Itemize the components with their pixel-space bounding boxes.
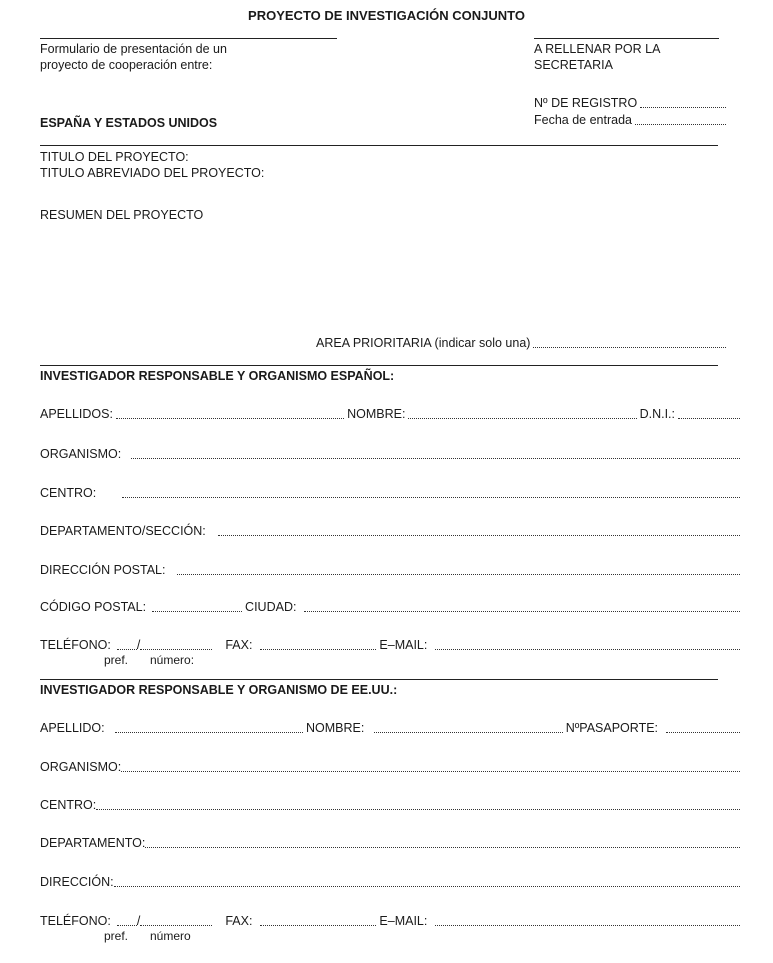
ciudad-blank[interactable] [304, 601, 740, 612]
telefono-row [40, 638, 743, 652]
us-departamento-row [40, 836, 743, 850]
us-telefono-pref-blank[interactable] [117, 915, 137, 926]
us-organismo-label: ORGANISMO: [40, 760, 122, 774]
fax-blank[interactable] [260, 639, 376, 650]
ciudad-label: CIUDAD: [245, 600, 297, 614]
organismo-blank[interactable] [131, 448, 740, 459]
registro-blank[interactable] [640, 97, 726, 108]
numero-caption: número: [150, 653, 195, 667]
us-centro-blank[interactable] [96, 799, 740, 810]
intro-line-2: proyecto de cooperación entre: [40, 58, 213, 72]
organismo-label: ORGANISMO: [40, 447, 122, 461]
direccion-label: DIRECCIÓN POSTAL: [40, 563, 166, 577]
fecha-label: Fecha de entrada [534, 113, 632, 127]
us-telefono-numero-blank[interactable] [140, 915, 212, 926]
us-section-heading: INVESTIGADOR RESPONSABLE Y ORGANISMO DE EE.UU.: [40, 683, 398, 697]
departamento-row [40, 524, 743, 538]
titulo-abreviado-label: TITULO ABREVIADO DEL PROYECTO: [40, 166, 265, 180]
registro-label: Nº DE REGISTRO [534, 96, 638, 110]
us-nombre-label: NOMBRE: [305, 721, 365, 735]
us-apellido-row [40, 721, 743, 735]
us-telefono-label: TELÉFONO: [40, 914, 111, 928]
us-direccion-blank[interactable] [114, 876, 740, 887]
codigo-ciudad-row [40, 600, 743, 614]
organismo-row [40, 447, 743, 461]
us-direccion-row [40, 875, 743, 889]
us-apellido-blank[interactable] [115, 722, 303, 733]
direccion-blank[interactable] [177, 564, 740, 575]
us-fax-label: FAX: [225, 914, 253, 928]
us-pasaporte-blank[interactable] [666, 722, 740, 733]
intro-line-1: Formulario de presentación de un [40, 42, 227, 56]
email-blank[interactable] [435, 639, 740, 650]
telefono-numero-blank[interactable] [140, 639, 212, 650]
registro-field[interactable] [534, 96, 729, 110]
dni-label: D.N.I.: [639, 407, 675, 421]
spanish-section-heading: INVESTIGADOR RESPONSABLE Y ORGANISMO ESPAÑOL: [40, 369, 395, 383]
pref-caption: pref. [104, 653, 129, 667]
telefono-slash: / [136, 638, 141, 652]
divider [40, 679, 718, 680]
us-fax-blank[interactable] [260, 915, 376, 926]
divider [40, 38, 337, 39]
us-pasaporte-label: NºPASAPORTE: [565, 721, 659, 735]
page-title: PROYECTO DE INVESTIGACIÓN CONJUNTO [248, 8, 525, 23]
departamento-label: DEPARTAMENTO/SECCIÓN: [40, 524, 206, 538]
codigo-blank[interactable] [152, 601, 242, 612]
fecha-field[interactable] [534, 113, 729, 127]
us-pref-caption: pref. [104, 929, 129, 943]
telefono-label: TELÉFONO: [40, 638, 111, 652]
divider [40, 365, 718, 366]
resumen-label: RESUMEN DEL PROYECTO [40, 208, 204, 222]
us-centro-row [40, 798, 743, 812]
us-departamento-label: DEPARTAMENTO: [40, 836, 146, 850]
us-organismo-row [40, 760, 743, 774]
apellidos-row [40, 407, 743, 421]
nombre-label: NOMBRE: [347, 407, 406, 421]
us-email-label: E–MAIL: [379, 914, 428, 928]
area-field[interactable] [316, 336, 729, 350]
divider [534, 38, 719, 39]
countries-heading: ESPAÑA Y ESTADOS UNIDOS [40, 116, 218, 130]
titulo-label: TITULO DEL PROYECTO: [40, 150, 189, 164]
telefono-pref-blank[interactable] [117, 639, 137, 650]
us-nombre-blank[interactable] [374, 722, 562, 733]
email-label: E–MAIL: [379, 638, 428, 652]
fecha-blank[interactable] [635, 114, 726, 125]
us-organismo-blank[interactable] [121, 761, 740, 772]
us-email-blank[interactable] [435, 915, 740, 926]
us-apellido-label: APELLIDO: [40, 721, 105, 735]
secretaria-line-2: SECRETARIA [534, 58, 613, 72]
us-telefono-row [40, 914, 743, 928]
centro-label: CENTRO: [40, 486, 97, 500]
divider [40, 145, 718, 146]
us-centro-label: CENTRO: [40, 798, 97, 812]
dni-blank[interactable] [678, 408, 740, 419]
area-blank[interactable] [533, 337, 726, 348]
secretaria-line-1: A RELLENAR POR LA [534, 42, 661, 56]
codigo-label: CÓDIGO POSTAL: [40, 600, 147, 614]
nombre-blank[interactable] [408, 408, 636, 419]
us-telefono-slash: / [136, 914, 141, 928]
apellidos-blank[interactable] [116, 408, 344, 419]
us-direccion-label: DIRECCIÓN: [40, 875, 114, 889]
apellidos-label: APELLIDOS: [40, 407, 113, 421]
centro-row [40, 486, 743, 500]
us-numero-caption: número [150, 929, 191, 943]
departamento-blank[interactable] [218, 525, 740, 536]
centro-blank[interactable] [122, 487, 740, 498]
area-label: AREA PRIORITARIA (indicar solo una) [316, 336, 531, 350]
direccion-row [40, 563, 743, 577]
fax-label: FAX: [225, 638, 253, 652]
us-departamento-blank[interactable] [145, 837, 740, 848]
